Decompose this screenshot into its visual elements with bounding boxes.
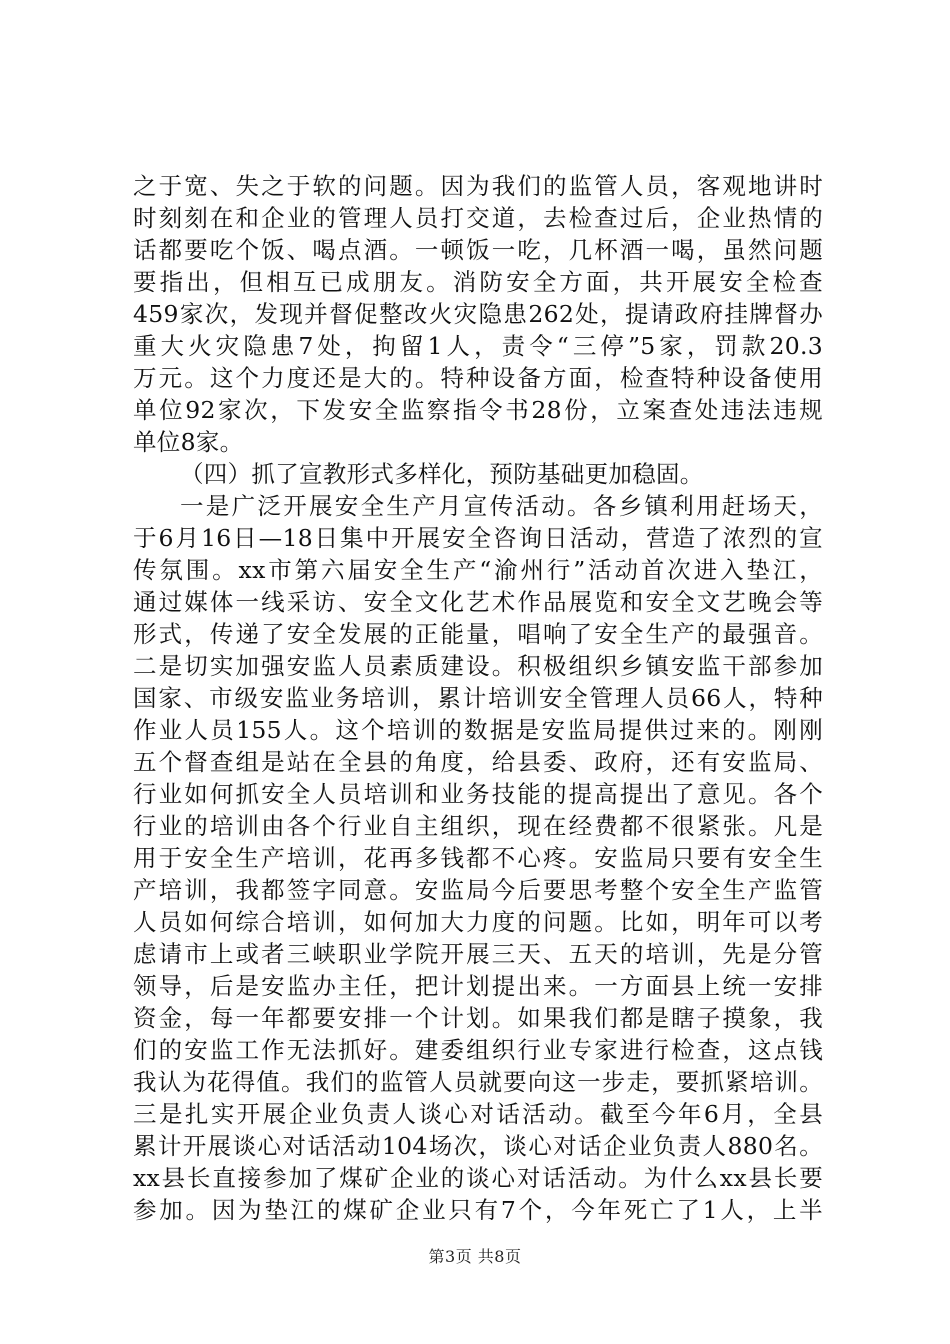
body-text xyxy=(133,170,823,1226)
text-line: 于6月16日—18日集中开展安全咨询日活动，营造了浓烈的宣 xyxy=(133,524,823,552)
text-line: 形式，传递了安全发展的正能量，唱响了安全生产的最强音。 xyxy=(133,620,823,648)
text-line: 要指出，但相互已成朋友。消防安全方面，共开展安全检查 xyxy=(133,268,823,296)
text-line: 行业的培训由各个行业自主组织，现在经费都不很紧张。凡是 xyxy=(133,812,823,840)
text-line: 时刻刻在和企业的管理人员打交道，去检查过后，企业热情的 xyxy=(133,204,823,232)
text-line: 万元。这个力度还是大的。特种设备方面，检查特种设备使用 xyxy=(133,364,823,392)
text-line: 五个督查组是站在全县的角度，给县委、政府，还有安监局、 xyxy=(133,748,823,776)
text-line: 之于宽、失之于软的问题。因为我们的监管人员，客观地讲时 xyxy=(133,172,823,200)
page-number-footer: 第3页 共8页 xyxy=(428,1247,522,1266)
text-line: 产培训，我都签字同意。安监局今后要思考整个安全生产监管 xyxy=(133,876,823,904)
text-line: 领导，后是安监办主任，把计划提出来。一方面县上统一安排 xyxy=(133,972,823,1000)
section-heading: （四）抓了宣教形式多样化，预防基础更加稳固。 xyxy=(180,460,704,488)
text-line: 作业人员155人。这个培训的数据是安监局提供过来的。刚刚 xyxy=(133,716,823,744)
text-line: 三是扎实开展企业负责人谈心对话活动。截至今年6月，全县 xyxy=(133,1100,823,1128)
text-line: 国家、市级安监业务培训，累计培训安全管理人员66人，特种 xyxy=(133,684,823,712)
text-line: 我认为花得值。我们的监管人员就要向这一步走，要抓紧培训。 xyxy=(133,1068,823,1096)
text-line: 一是广泛开展安全生产月宣传活动。各乡镇利用赶场天， xyxy=(180,492,823,520)
text-line: xx县长直接参加了煤矿企业的谈心对话活动。为什么xx县长要 xyxy=(133,1164,823,1192)
text-line: 用于安全生产培训，花再多钱都不心疼。安监局只要有安全生 xyxy=(133,844,823,872)
text-line: 通过媒体一线采访、安全文化艺术作品展览和安全文艺晚会等 xyxy=(133,588,823,616)
text-line: 单位92家次，下发安全监察指令书28份，立案查处违法违规 xyxy=(133,396,823,424)
text-line: 们的安监工作无法抓好。建委组织行业专家进行检查，这点钱 xyxy=(133,1036,823,1064)
text-line: 话都要吃个饭、喝点酒。一顿饭一吃，几杯酒一喝，虽然问题 xyxy=(133,236,823,264)
text-line: 传氛围。xx市第六届安全生产“渝州行”活动首次进入垫江， xyxy=(133,556,823,584)
text-line: 累计开展谈心对话活动104场次，谈心对话企业负责人880名。 xyxy=(133,1132,823,1160)
text-line: 重大火灾隐患7处，拘留1人，责令“三停”5家，罚款20.3 xyxy=(133,332,823,360)
text-line: 二是切实加强安监人员素质建设。积极组织乡镇安监干部参加 xyxy=(133,652,823,680)
text-line: 单位8家。 xyxy=(133,428,244,456)
text-line: 行业如何抓安全人员培训和业务技能的提高提出了意见。各个 xyxy=(133,780,823,808)
text-line: 资金，每一年都要安排一个计划。如果我们都是瞎子摸象，我 xyxy=(133,1004,823,1032)
text-line: 虑请市上或者三峡职业学院开展三天、五天的培训，先是分管 xyxy=(133,940,823,968)
text-line: 人员如何综合培训，如何加大力度的问题。比如，明年可以考 xyxy=(133,908,823,936)
text-line: 参加。因为垫江的煤矿企业只有7个，今年死亡了1人，上半 xyxy=(133,1196,823,1224)
text-line: 459家次，发现并督促整改火灾隐患262处，提请政府挂牌督办 xyxy=(133,300,823,328)
